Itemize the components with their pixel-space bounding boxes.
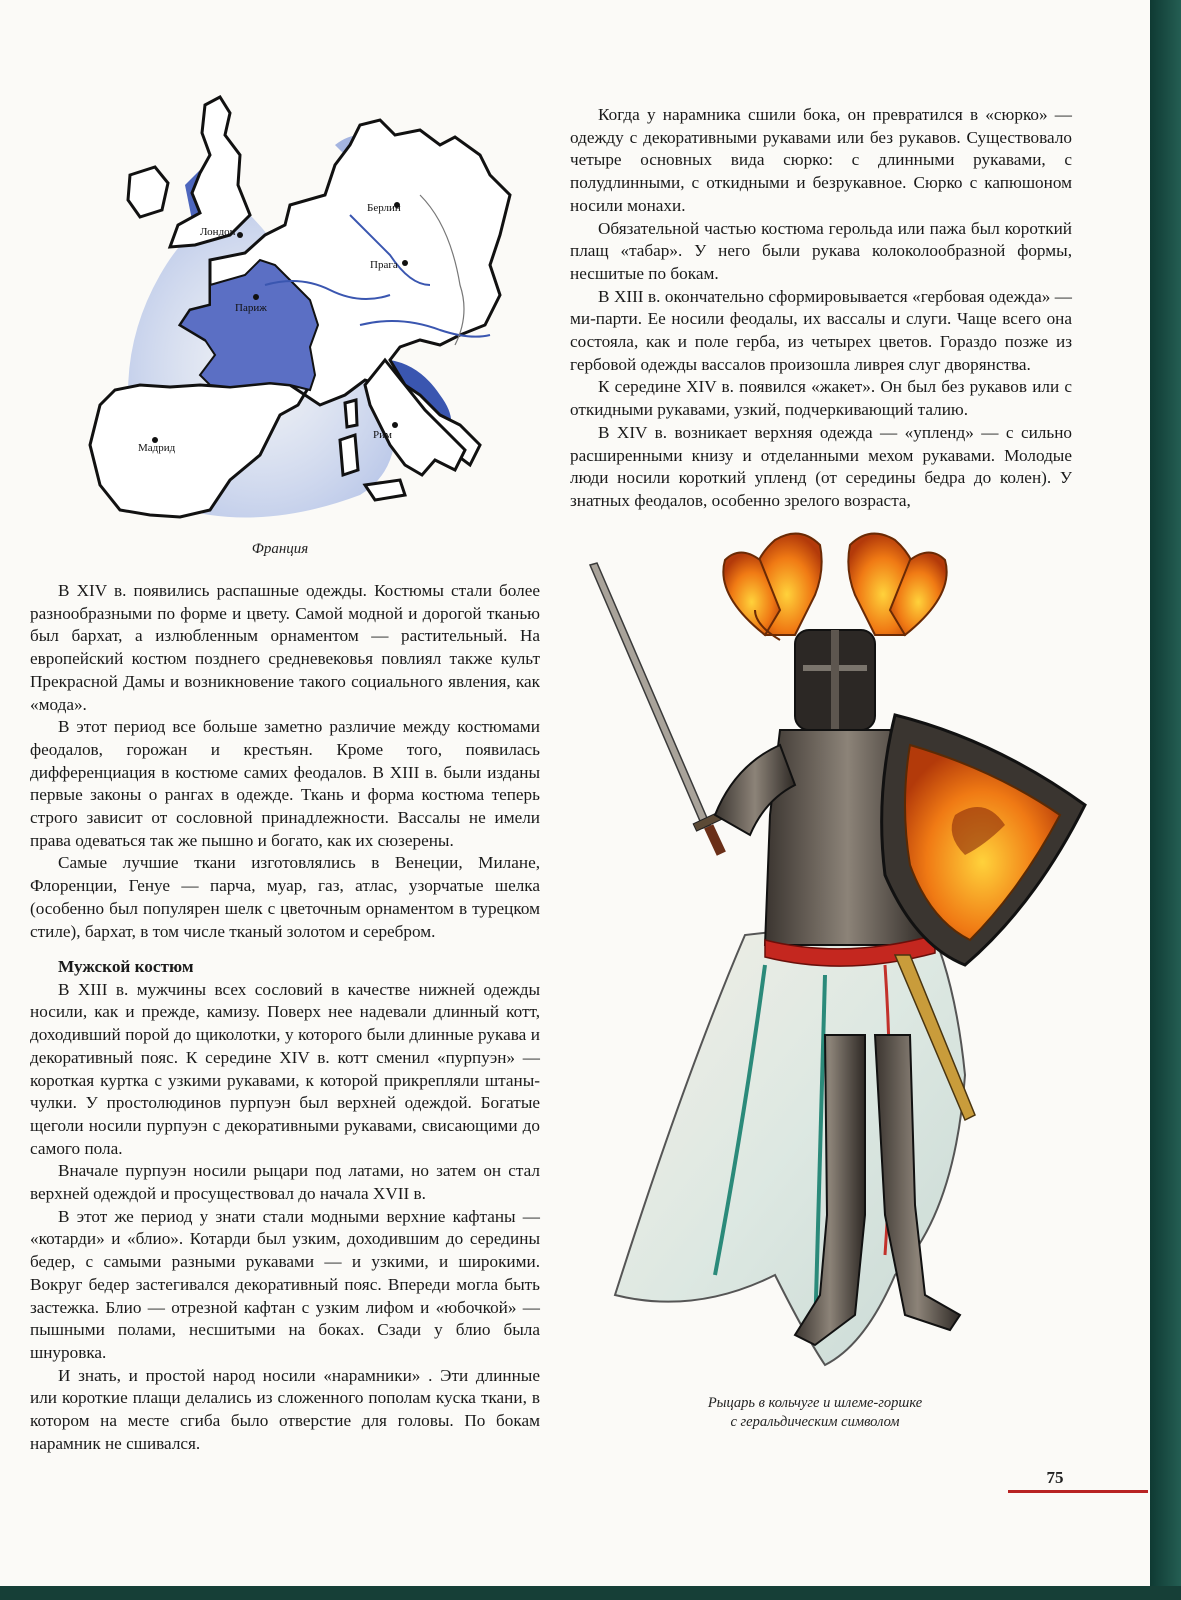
paragraph: Вначале пурпуэн носили рыцари под латами, но затем он стал верхней одеждой и просуществовал до начала XVII в. bbox=[30, 1161, 540, 1204]
knight-caption-line2: с геральдическим символом bbox=[730, 1414, 900, 1430]
ireland bbox=[128, 167, 168, 217]
paragraph: В XIV в. появились распашные одежды. Костюмы стали более разнообразными по форме и цвету. Самой модной и дорогой тканью был бархат, а излюбленным орнаментом — растительный. На европейский костюм позднего средневековья повлиял также культ Прекрасной Дамы и возникновение такого социального явления, как «мода». bbox=[30, 581, 540, 714]
paragraph: Самые лучшие ткани изготовлялись в Венеции, Милане, Флоренции, Генуе — парча, муар, газ, атлас, узорчатые шелка (особенно был популярен шелк с цветочным орнаментом в турецком стиле), бархат, в том числе тканый золотом и серебром. bbox=[30, 853, 540, 941]
right-column-text bbox=[570, 104, 1072, 513]
paragraph: Обязательной частью костюма герольда или пажа был короткий плащ «табар». У него были рукава колоколообразной формы, несшитые по бокам. bbox=[570, 218, 1072, 283]
corsica bbox=[345, 400, 357, 427]
paragraph: И знать, и простой народ носили «нарамники» . Эти длинные или короткие плащи делались из сложенного пополам куска ткани, в котором на месте сгиба было отверстие для головы. По бокам нарамник не сшивался. bbox=[30, 1365, 540, 1453]
left-column-text bbox=[30, 580, 540, 943]
city-label-berlin: Берлин bbox=[367, 202, 401, 214]
city-label-london: Лондон bbox=[200, 226, 236, 238]
page-number: 75 bbox=[1046, 1468, 1064, 1487]
paragraph: К середине XIV в. появился «жакет». Он был без рукавов или с откидными рукавами, узкий, подчеркивающий талию. bbox=[570, 377, 1072, 420]
paragraph: В XIV в. возникает верхняя одежда — «упленд» — с сильно расширенными книзу и отделанными мехом рукавами. Молодые люди носили короткий упленд (от середины бедра до колен). У знатных феодалов, особенно зрелого возраста, bbox=[570, 422, 1072, 510]
paragraph: В XIII в. мужчины всех сословий в качестве нижней одежды носили, как и прежде, камизу. Поверх нее надевали длинный котт, доходивший порой до щиколотки, у которого были длинные рукава и декоративный пояс. К середине XIV в. котт сменил «пурпуэн» — короткая куртка с узкими рукавами, к которой прикрепляли штаны-чулки. У простолюдинов пурпуэн был верхней одеждой. Богатые щеголи носили пурпуэн с декоративными рукавами, свисающими до самого пола. bbox=[30, 979, 540, 1158]
page-edge-bottom bbox=[0, 1586, 1181, 1600]
sardinia bbox=[340, 435, 358, 475]
sword bbox=[590, 563, 733, 856]
city-label-madrid: Мадрид bbox=[138, 442, 176, 454]
helmet-wings bbox=[723, 534, 946, 640]
paragraph: В XIII в. окончательно сформировывается «гербовая одежда» — ми-парти. Ее носили феодалы, их вассалы и слуги. Чаще всего она состояла, как и поле герба, из четырех цветов. Гораздо позже из гербовой одежды вассалов произошла ливрея слуг дворянства. bbox=[570, 286, 1072, 374]
knight-caption bbox=[660, 1394, 970, 1432]
sicily bbox=[365, 480, 405, 500]
map-caption: Франция bbox=[251, 541, 309, 557]
page-number-rule bbox=[1008, 1490, 1148, 1493]
paragraph: В этот же период у знати стали модными верхние кафтаны — «котарди» и «блио». Котарди был узким, доходившим до середины бедер, с самыми разными рукавами — и узкими, и широкими. Вокруг бедер застегивался декоративный пояс. Впереди могла быть застежка. Блио — отрезной кафтан с узким лифом и «юбочкой» — пышными полами, несшитыми на боках. Сзади у блио была шнуровка. bbox=[30, 1206, 540, 1362]
city-label-paris: Париж bbox=[235, 302, 267, 314]
europe-map bbox=[60, 85, 550, 545]
section-heading: Мужской костюм bbox=[58, 957, 194, 976]
great-britain bbox=[170, 97, 250, 247]
city-label-prague: Прага bbox=[370, 259, 398, 271]
knight-illustration bbox=[565, 515, 1105, 1395]
city-label-rome: Рим bbox=[373, 429, 392, 441]
paragraph: Когда у нарамника сшили бока, он превратился в «сюрко» — одежду с декоративными рукавами или без рукавов. Существовало четыре основных вида сюрко: с длинными рукавами, с полудлинными, с откидными и безрукавное. Сюрко с капюшоном носили монахи. bbox=[570, 105, 1072, 215]
knight-caption-line1: Рыцарь в кольчуге и шлеме-горшке bbox=[707, 1395, 923, 1411]
paragraph: В этот период все больше заметно различие между костюмами феодалов, горожан и крестьян. Кроме того, появилась дифференциация в костюме самих феодалов. В XIII в. были изданы первые законы о рангах в одежде. Ткань и форма костюма теперь строго зависит от сословной принадлежности. Вассалы не имели права одеваться так же пышно и богато, как их сюзерены. bbox=[30, 717, 540, 850]
mens-costume-section bbox=[30, 956, 540, 1455]
page-edge-right bbox=[1150, 0, 1181, 1600]
